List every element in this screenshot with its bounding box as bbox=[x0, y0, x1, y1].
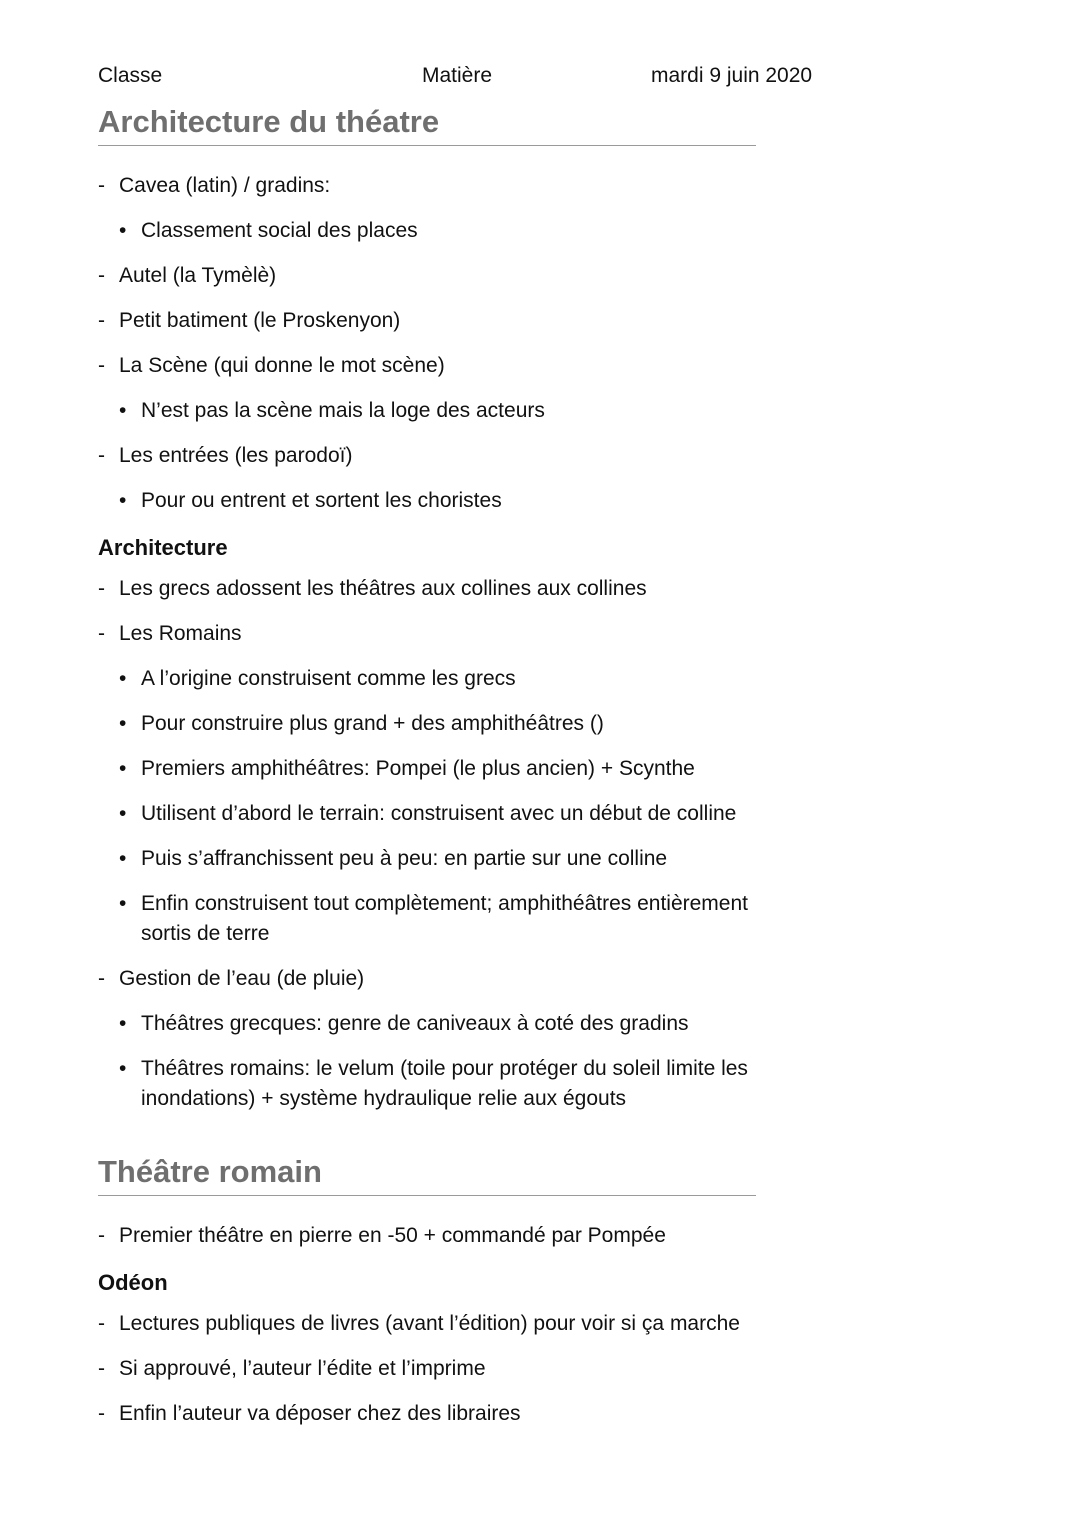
list-item bbox=[98, 799, 818, 829]
section-title-theatre-romain: Théâtre romain bbox=[98, 1154, 322, 1189]
list-item bbox=[98, 1009, 818, 1039]
list-item bbox=[98, 619, 818, 649]
bullet-marker: • bbox=[119, 712, 127, 735]
dash-marker: - bbox=[98, 1402, 105, 1425]
list-item-text: Cavea (latin) / gradins: bbox=[119, 174, 331, 197]
list-item bbox=[98, 351, 818, 381]
bullet-marker: • bbox=[119, 399, 127, 422]
list-item-text: Premiers amphithéâtres: Pompei (le plus ancien) + Scynthe bbox=[141, 757, 695, 780]
list-item bbox=[98, 216, 818, 246]
list-item-text: Les grecs adossent les théâtres aux collines aux collines bbox=[119, 577, 647, 600]
list-item bbox=[98, 889, 781, 949]
dash-marker: - bbox=[98, 1312, 105, 1335]
list-item-text: Lectures publiques de livres (avant l’édition) pour voir si ça marche bbox=[119, 1312, 740, 1335]
header-matiere: Matière bbox=[422, 64, 493, 87]
bullet-marker: • bbox=[119, 1057, 127, 1080]
bullet-marker: • bbox=[119, 489, 127, 512]
dash-marker: - bbox=[98, 622, 105, 645]
list-item bbox=[98, 844, 818, 874]
list-item-text: Petit batiment (le Proskenyon) bbox=[119, 309, 401, 332]
list-item-text: Si approuvé, l’auteur l’édite et l’imprime bbox=[119, 1357, 486, 1380]
list-item-text: Classement social des places bbox=[141, 219, 418, 242]
bullet-marker: • bbox=[119, 1012, 127, 1035]
list-item bbox=[98, 964, 818, 994]
list-item bbox=[98, 1354, 818, 1384]
list-item bbox=[98, 171, 818, 201]
dash-marker: - bbox=[98, 309, 105, 332]
list-item bbox=[98, 306, 818, 336]
bullet-marker: • bbox=[119, 892, 127, 915]
list-item bbox=[98, 441, 818, 471]
list-item bbox=[98, 754, 818, 784]
dash-marker: - bbox=[98, 1357, 105, 1380]
bullet-marker: • bbox=[119, 667, 127, 690]
header-date: mardi 9 juin 2020 bbox=[651, 64, 813, 87]
list-item-text: Puis s’affranchissent peu à peu: en partie sur une colline bbox=[141, 847, 668, 870]
list-item bbox=[98, 261, 818, 291]
list-item bbox=[98, 1309, 818, 1339]
list-item bbox=[98, 486, 818, 516]
list-item-text: A l’origine construisent comme les grecs bbox=[141, 667, 516, 690]
list-item bbox=[98, 664, 818, 694]
title-divider bbox=[98, 1195, 756, 1196]
list-item-text: Pour ou entrent et sortent les choristes bbox=[141, 489, 502, 512]
list-item bbox=[98, 1054, 781, 1114]
bullet-marker: • bbox=[119, 219, 127, 242]
list-item-text: Pour construire plus grand + des amphithéâtres () bbox=[141, 712, 604, 735]
subheading-architecture: Architecture bbox=[98, 535, 228, 560]
list-item bbox=[98, 1399, 818, 1429]
list-item bbox=[98, 1221, 818, 1251]
list-item bbox=[98, 709, 818, 739]
list-item-text: Théâtres romains: le velum (toile pour protéger du soleil limite les inondations) + système hydraulique relie aux égouts bbox=[141, 1057, 748, 1110]
document-header bbox=[98, 60, 818, 94]
list-item bbox=[98, 396, 818, 426]
document-page bbox=[98, 60, 818, 1429]
dash-marker: - bbox=[98, 1224, 105, 1247]
bullet-marker: • bbox=[119, 757, 127, 780]
list-item-text: Théâtres grecques: genre de caniveaux à coté des gradins bbox=[141, 1012, 689, 1035]
bullet-marker: • bbox=[119, 802, 127, 825]
list-item-text: Gestion de l’eau (de pluie) bbox=[119, 967, 365, 990]
header-classe: Classe bbox=[98, 64, 163, 87]
list-item-text: Premier théâtre en pierre en -50 + commandé par Pompée bbox=[119, 1224, 666, 1247]
section-title-architecture-du-theatre: Architecture du théatre bbox=[98, 104, 440, 139]
dash-marker: - bbox=[98, 174, 105, 197]
list-item-text: Utilisent d’abord le terrain: construisent avec un début de colline bbox=[141, 802, 737, 825]
list-item-text: N’est pas la scène mais la loge des acteurs bbox=[141, 399, 545, 422]
list-item-text: La Scène (qui donne le mot scène) bbox=[119, 354, 445, 377]
dash-marker: - bbox=[98, 577, 105, 600]
dash-marker: - bbox=[98, 264, 105, 287]
subheading-odeon: Odéon bbox=[98, 1270, 168, 1295]
list-item-text: Enfin l’auteur va déposer chez des libraires bbox=[119, 1402, 521, 1425]
list-item bbox=[98, 574, 818, 604]
dash-marker: - bbox=[98, 967, 105, 990]
title-divider bbox=[98, 145, 756, 146]
list-item-text: Autel (la Tymèlè) bbox=[119, 264, 277, 287]
list-item-text: Les entrées (les parodoï) bbox=[119, 444, 353, 467]
list-item-text: Les Romains bbox=[119, 622, 242, 645]
list-item-text: Enfin construisent tout complètement; amphithéâtres entièrement sortis de terre bbox=[141, 892, 748, 945]
bullet-marker: • bbox=[119, 847, 127, 870]
dash-marker: - bbox=[98, 354, 105, 377]
dash-marker: - bbox=[98, 444, 105, 467]
